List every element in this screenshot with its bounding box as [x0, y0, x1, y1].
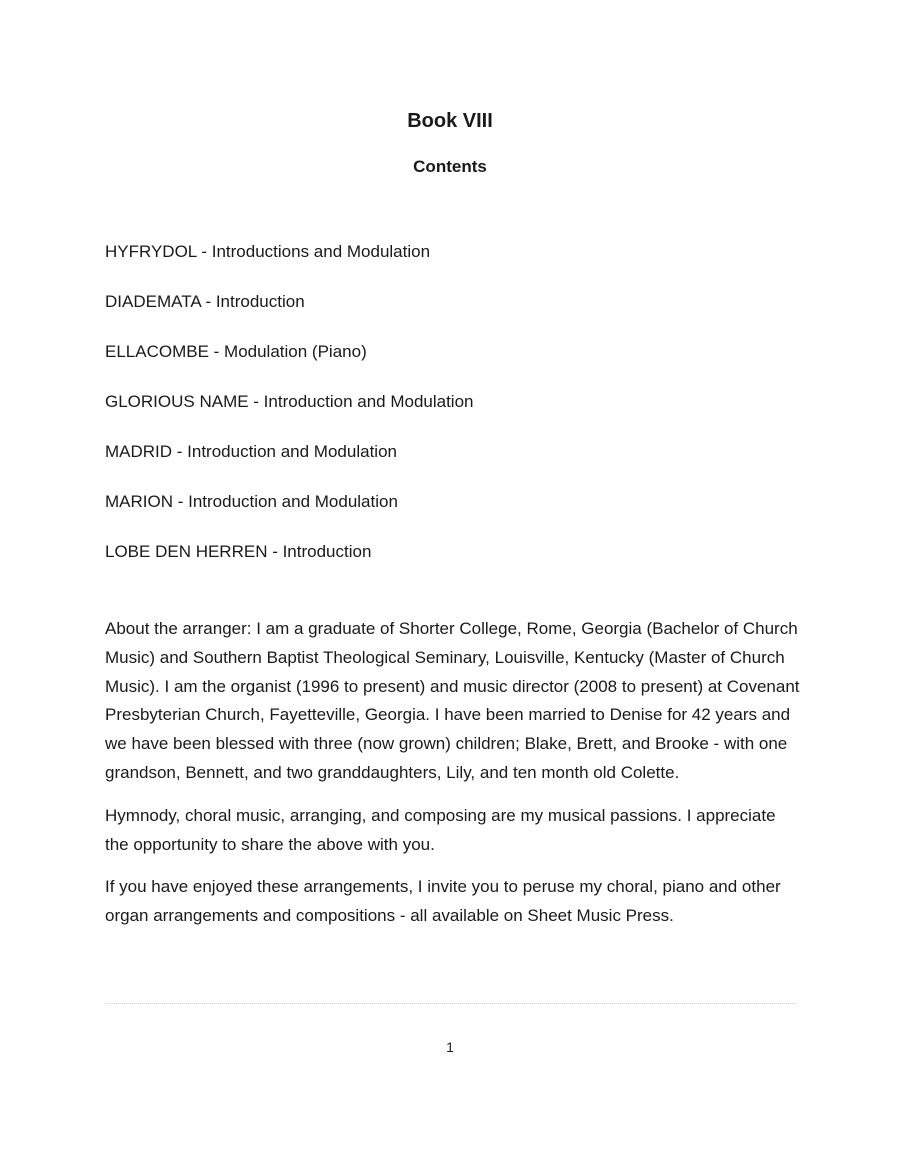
- contents-item: HYFRYDOL - Introductions and Modulation: [105, 242, 431, 261]
- passions-paragraph: Hymnody, choral music, arranging, and composing are my musical passions. I appreciate the opportunity to share the above with you.: [105, 805, 776, 854]
- about-arranger-paragraph: About the arranger: I am a graduate of Shorter College, Rome, Georgia (Bachelor of Church Music) and Southern Baptist Theological Seminary, Louisville, Kentucky (Master of Church Music). I am the organist (1996 to present) and music director (2008 to present) at Covenant Presbyterian Church, Fayetteville, Georgia. I have been married to Denise for 42 years and we have been blessed with three (now grown) children; Blake, Brett, and Brooke - with one grandson, Bennett, and two granddaughters, Lily, and ten month old Colette.: [105, 619, 800, 782]
- contents-item: ELLACOMBE - Modulation (Piano): [105, 342, 367, 361]
- about-section: [105, 615, 800, 945]
- contents-item: GLORIOUS NAME - Introduction and Modulation: [105, 392, 474, 411]
- footer-divider: [105, 1003, 795, 1004]
- contents-heading: Contents: [413, 157, 487, 176]
- contents-item: DIADEMATA - Introduction: [105, 292, 305, 311]
- page-title: Book VIII: [407, 110, 493, 132]
- contents-item: LOBE DEN HERREN - Introduction: [105, 542, 372, 561]
- contents-list: [105, 240, 805, 590]
- contents-item: MARION - Introduction and Modulation: [105, 492, 398, 511]
- invitation-paragraph: If you have enjoyed these arrangements, I invite you to peruse my choral, piano and other organ arrangements and compositions - all available on Sheet Music Press.: [105, 877, 781, 926]
- page-number: 1: [446, 1039, 454, 1055]
- contents-item: MADRID - Introduction and Modulation: [105, 442, 397, 461]
